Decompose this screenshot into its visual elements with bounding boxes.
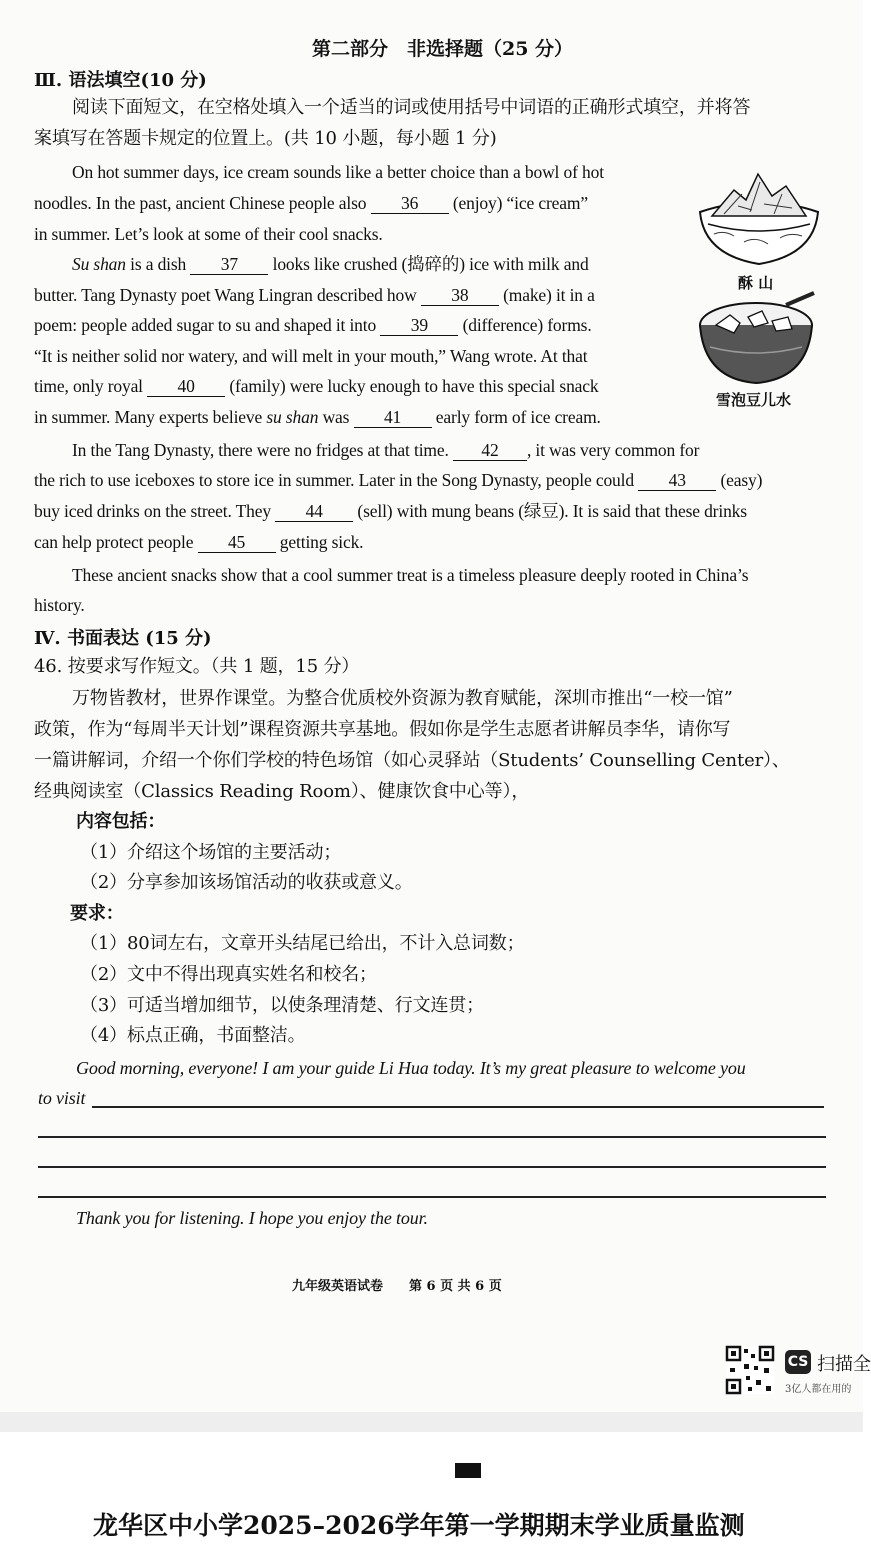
p2-line5: time, only royal 40 (family) were lucky enough to have this special snack bbox=[34, 376, 599, 396]
p4-line2: history. bbox=[34, 595, 85, 615]
answer-line-2 bbox=[38, 1136, 826, 1138]
content-label: 内容包括： bbox=[76, 811, 166, 832]
q46-title: 46. 按要求写作短文。（共 1 题，15 分） bbox=[34, 656, 360, 677]
p4-line1: These ancient snacks show that a cool summer treat is a timeless pleasure deeply rooted in China’s bbox=[72, 565, 749, 585]
p3-line1: In the Tang Dynasty, there were no fridges at that time. 42 , it was very common for bbox=[72, 440, 700, 460]
blank-42: 42 bbox=[453, 440, 527, 461]
page-separator bbox=[0, 1412, 863, 1432]
p3-line2: the rich to use iceboxes to store ice in summer. Later in the Song Dynasty, people could 43 (easy) bbox=[34, 470, 763, 490]
opening-line2: to visit bbox=[38, 1088, 86, 1108]
section4-heading: Ⅳ. 书面表达 (15 分) bbox=[34, 628, 212, 649]
p2-line4: “It is neither solid nor watery, and will melt in your mouth,” Wang wrote. At that bbox=[34, 346, 588, 366]
page-marker bbox=[455, 1463, 481, 1478]
su-shan-caption: 酥 山 bbox=[738, 274, 774, 292]
answer-line-4 bbox=[38, 1196, 826, 1198]
blank-45: 45 bbox=[198, 532, 276, 553]
requirement-2: （2）文中不得出现真实姓名和校名； bbox=[80, 964, 377, 985]
content-item-2: （2）分享参加该场馆活动的收获或意义。 bbox=[80, 872, 413, 893]
blank-40: 40 bbox=[147, 376, 225, 397]
p3-line3: buy iced drinks on the street. They 44 (sell) with mung beans (绿豆). It is said that these drinks bbox=[34, 501, 747, 521]
blank-36: 36 bbox=[371, 193, 449, 214]
requirement-3: （3）可适当增加细节，以使条理清楚、行文连贯； bbox=[80, 995, 484, 1016]
blank-37: 37 bbox=[190, 254, 268, 275]
scanner-tagline: 3亿人都在用的 bbox=[785, 1384, 852, 1395]
p2-line3: poem: people added sugar to su and shaped it into 39 (difference) forms. bbox=[34, 315, 592, 335]
p1-line2: noodles. In the past, ancient Chinese people also 36 (enjoy) “ice cream” bbox=[34, 193, 588, 213]
section3-heading: Ⅲ. 语法填空(10 分) bbox=[34, 70, 207, 91]
opening-line1: Good morning, everyone! I am your guide Li Hua today. It’s my great pleasure to welcome you bbox=[76, 1058, 746, 1078]
requirement-4: （4）标点正确，书面整洁。 bbox=[80, 1025, 306, 1046]
content-item-1: （1）介绍这个场馆的主要活动； bbox=[80, 842, 342, 863]
requirement-1: （1）80词左右，文章开头结尾已给出，不计入总词数； bbox=[80, 933, 525, 954]
next-page-title: 龙华区中小学2025–2026学年第一学期期末学业质量监测 bbox=[93, 1511, 745, 1540]
blank-38: 38 bbox=[421, 285, 499, 306]
p3-line4: can help protect people 45 getting sick. bbox=[34, 532, 364, 552]
blank-39: 39 bbox=[380, 315, 458, 336]
answer-line-3 bbox=[38, 1166, 826, 1168]
xue-pao-caption: 雪泡豆儿水 bbox=[716, 391, 792, 409]
p1-line1: On hot summer days, ice cream sounds like a better choice than a bowl of hot bbox=[72, 162, 604, 182]
p2-line1: Su shan is a dish 37 looks like crushed (捣碎的) ice with milk and bbox=[72, 254, 589, 274]
prompt-line2: 政策，作为“每周半天计划”课程资源共享基地。假如你是学生志愿者讲解员李华，请你写 bbox=[34, 719, 731, 740]
camscanner-logo-icon: CS bbox=[785, 1350, 811, 1374]
p1-line3: in summer. Let’s look at some of their cool snacks. bbox=[34, 224, 383, 244]
su-shan-illustration bbox=[694, 160, 824, 275]
requirements-label: 要求： bbox=[70, 903, 124, 924]
instruction-line1: 阅读下面短文，在空格处填入一个适当的词或使用括号中词语的正确形式填空，并将答 bbox=[72, 97, 751, 118]
part-title: 第二部分 非选择题（25 分） bbox=[312, 38, 574, 60]
scanner-brand: 扫描全 bbox=[817, 1354, 871, 1375]
closing-line: Thank you for listening. I hope you enjoy the tour. bbox=[76, 1208, 428, 1228]
prompt-line1: 万物皆教材，世界作课堂。为整合优质校外资源为教育赋能，深圳市推出“一校一馆” bbox=[72, 688, 733, 709]
answer-line-1 bbox=[92, 1106, 824, 1108]
p2-line6: in summer. Many experts believe su shan was 41 early form of ice cream. bbox=[34, 407, 601, 427]
prompt-line3: 一篇讲解词，介绍一个你们学校的特色场馆（如心灵驿站（Students’ Counselling Center）、 bbox=[34, 750, 790, 771]
xue-pao-dou-er-shui-illustration bbox=[696, 295, 820, 392]
blank-41: 41 bbox=[354, 407, 432, 428]
blank-44: 44 bbox=[275, 501, 353, 522]
blank-43: 43 bbox=[638, 470, 716, 491]
page-footer: 九年级英语试卷 第 6 页 共 6 页 bbox=[292, 1279, 502, 1294]
p2-line2: butter. Tang Dynasty poet Wang Lingran described how 38 (make) it in a bbox=[34, 285, 595, 305]
qr-code-icon bbox=[726, 1346, 774, 1399]
instruction-line2: 案填写在答题卡规定的位置上。(共 10 小题，每小题 1 分) bbox=[34, 128, 497, 149]
prompt-line4: 经典阅读室（Classics Reading Room）、健康饮食中心等）， bbox=[34, 781, 530, 802]
